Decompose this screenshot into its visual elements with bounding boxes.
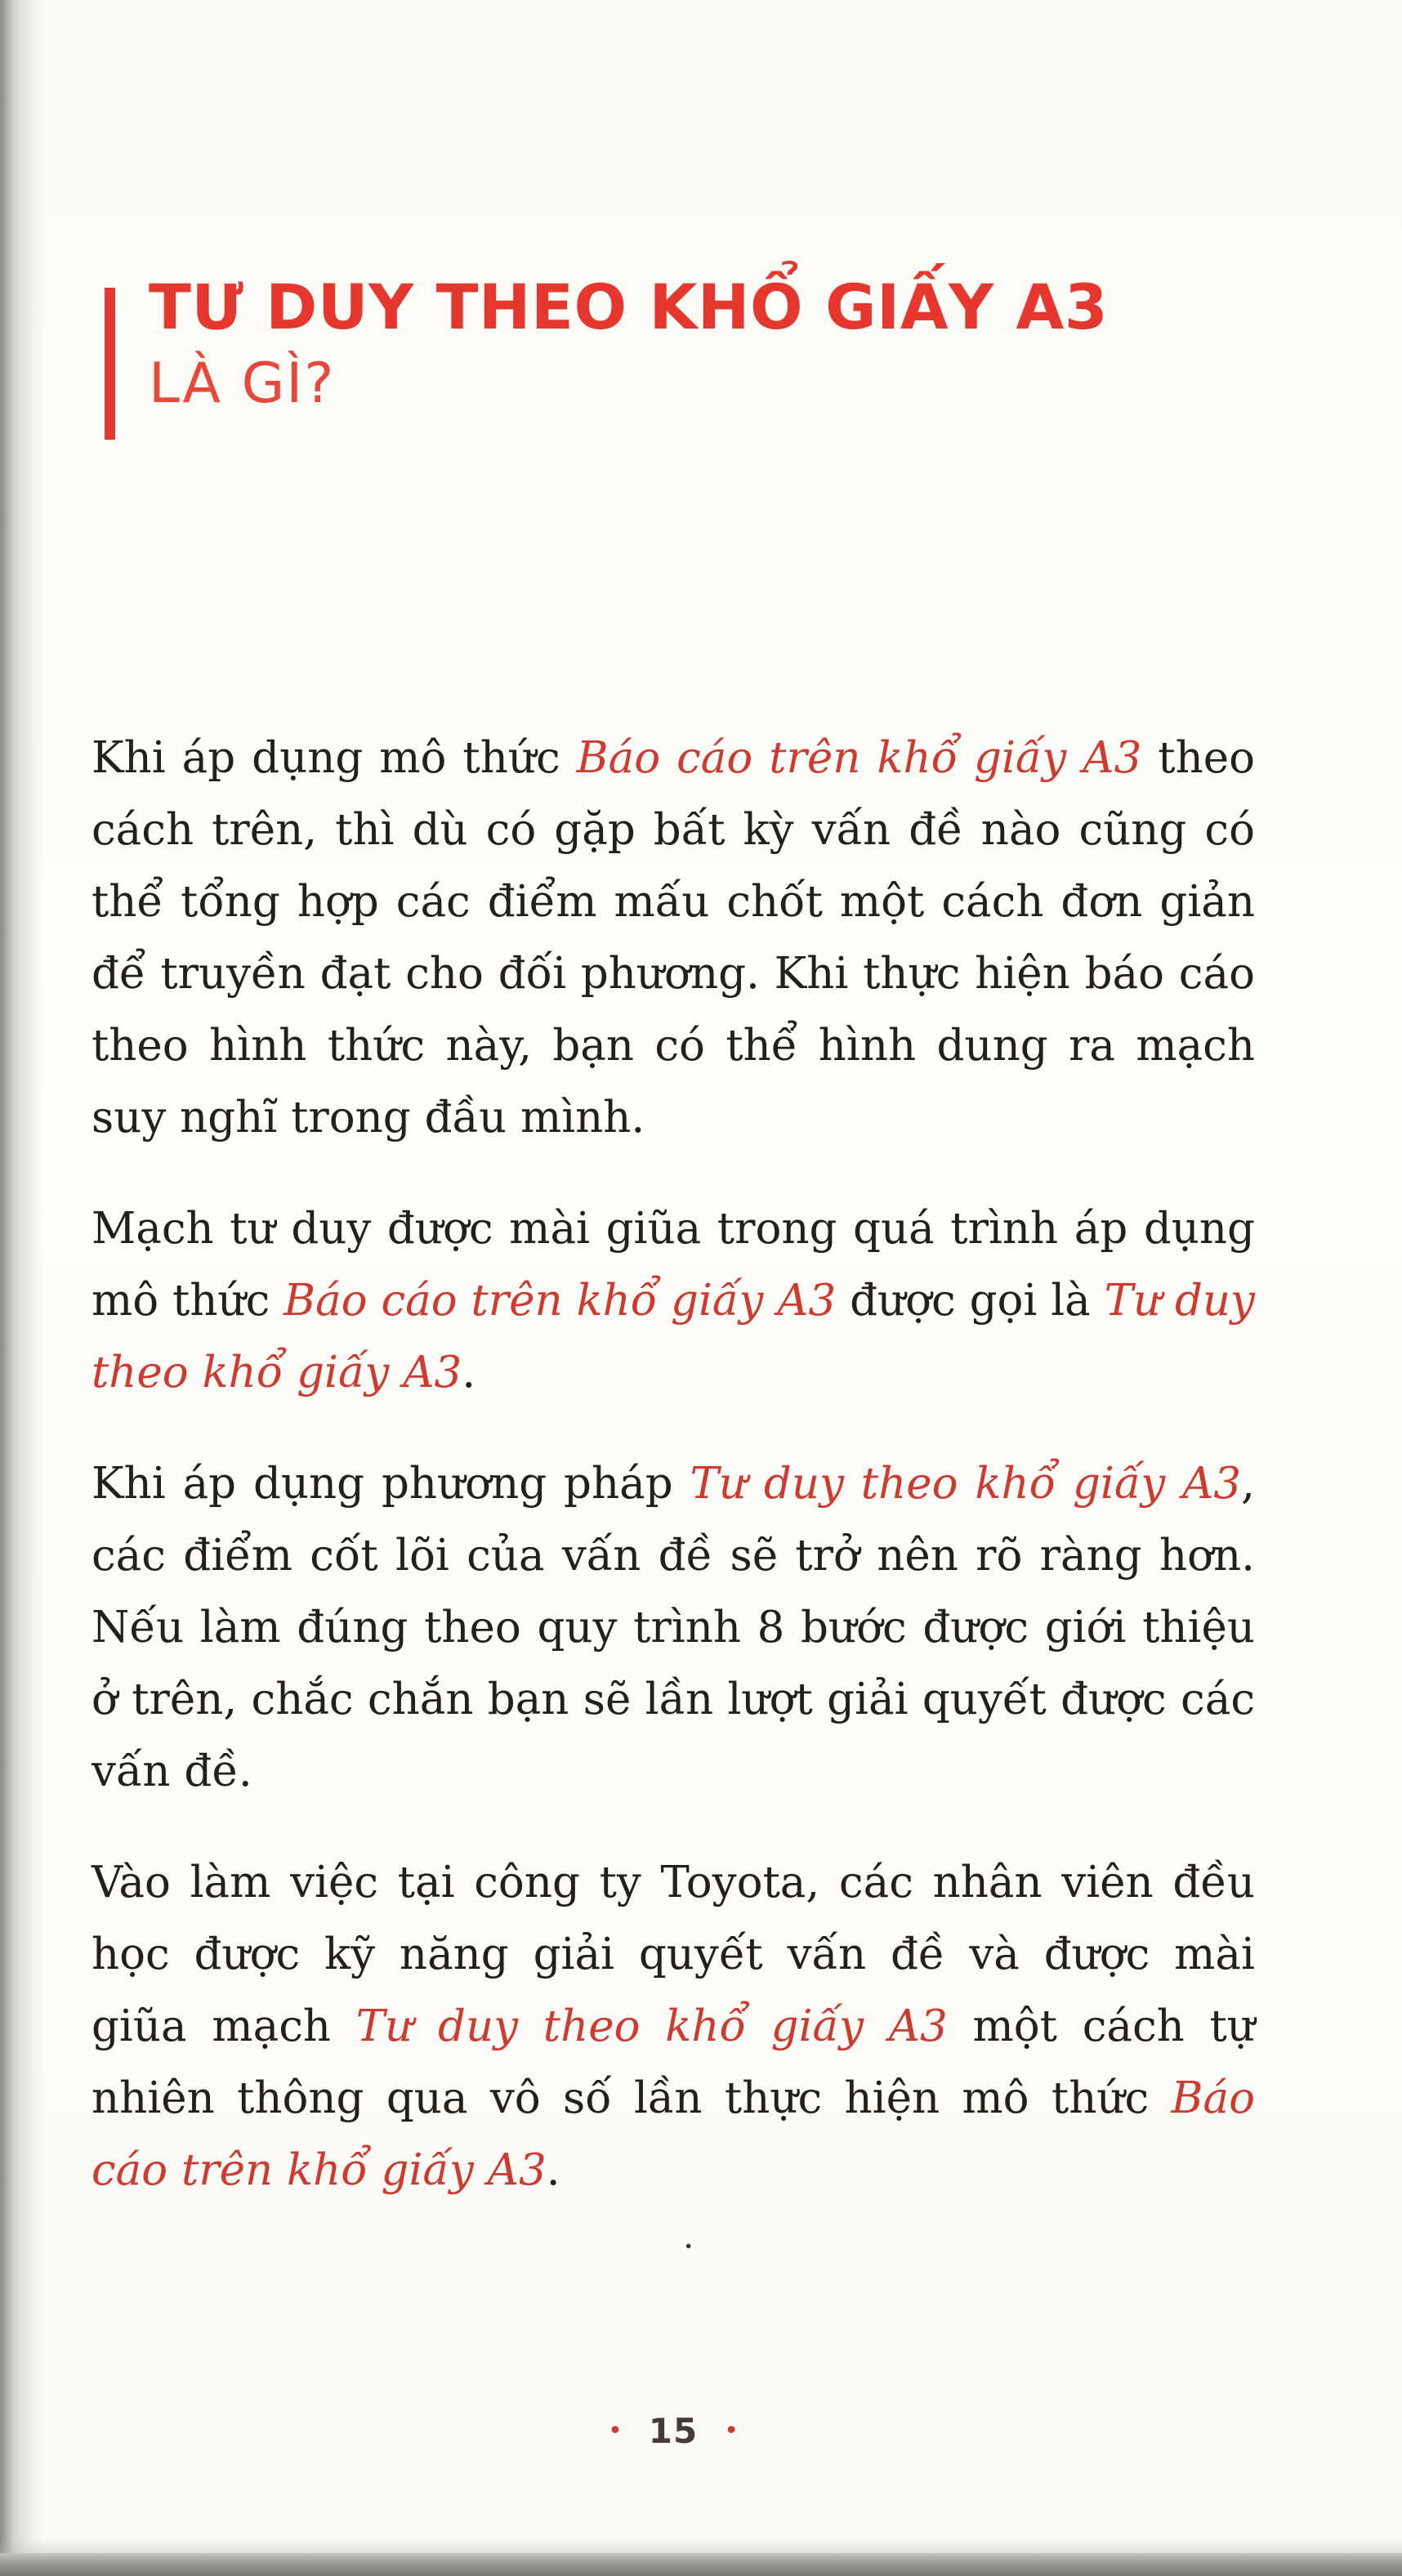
page-footer: [92, 2411, 1255, 2451]
text-run: được gọi là: [836, 1276, 1105, 1326]
section-end-dot: ·: [683, 2226, 694, 2266]
text-run: , các điểm cốt lõi của vấn đề sẽ trở nên rõ ràng hơn. Nếu làm đúng theo quy trình 8 bước được giới thiệu ở trên, chắc chắn bạn sẽ lần lượt giải quyết được các vấn đề.: [92, 1459, 1255, 1796]
highlighted-term: Báo cáo trên khổ giấy A3: [576, 733, 1142, 783]
text-run: .: [546, 2145, 560, 2195]
scan-shadow-bottom: [0, 2553, 1402, 2576]
text-run: Mạch tư duy được mài giũa trong quá trình áp dụng mô thức: [92, 1204, 1255, 1326]
chapter-title: TƯ DUY THEO KHỔ GIẤY A3: [149, 271, 1109, 343]
paragraph: [92, 722, 1255, 1154]
heading-accent-bar: [105, 288, 115, 440]
highlighted-term: Báo cáo trên khổ giấy A3: [284, 1276, 837, 1326]
paragraph: [92, 1193, 1255, 1409]
highlighted-term: Báo cáo trên khổ giấy A3: [92, 2073, 1255, 2195]
scan-shadow-left-streak: [0, 0, 13, 2576]
text-run: .: [462, 1348, 476, 1398]
text-run: theo cách trên, thì dù có gặp bất kỳ vấn đề nào cũng có thể tổng hợp các điểm mấu chốt một cách đơn giản để truyền đạt cho đối phương. Khi thực hiện báo cáo theo hình thức này, bạn có thể hình dung ra mạch suy nghĩ trong đầu mình.: [92, 733, 1255, 1143]
chapter-subtitle: LÀ GÌ?: [149, 351, 336, 416]
paragraph: [92, 1847, 1255, 2207]
chapter-header: [105, 271, 1109, 416]
highlighted-term: Tư duy theo khổ giấy A3: [355, 2001, 948, 2051]
highlighted-term: Tư duy theo khổ giấy A3: [690, 1459, 1242, 1509]
text-run: Khi áp dụng phương pháp: [92, 1459, 690, 1509]
scan-shadow-bottom-fade: [0, 2538, 1402, 2553]
body-text: [92, 722, 1255, 2246]
page-number: 15: [648, 2411, 699, 2451]
footer-dot-right: •: [724, 2416, 739, 2445]
text-run: một cách tự nhiên thông qua vô số lần thực hiện mô thức: [92, 2001, 1255, 2123]
highlighted-term: Tư duy theo khổ giấy A3: [92, 1276, 1255, 1398]
footer-dot-left: •: [608, 2416, 623, 2445]
scan-shadow-left: [0, 0, 44, 2576]
text-run: Vào làm việc tại công ty Toyota, các nhân viên đều học được kỹ năng giải quyết vấn đề và được mài giũa mạch: [92, 1858, 1255, 2051]
text-run: Khi áp dụng mô thức: [92, 733, 577, 783]
paragraph: [92, 1448, 1255, 1808]
